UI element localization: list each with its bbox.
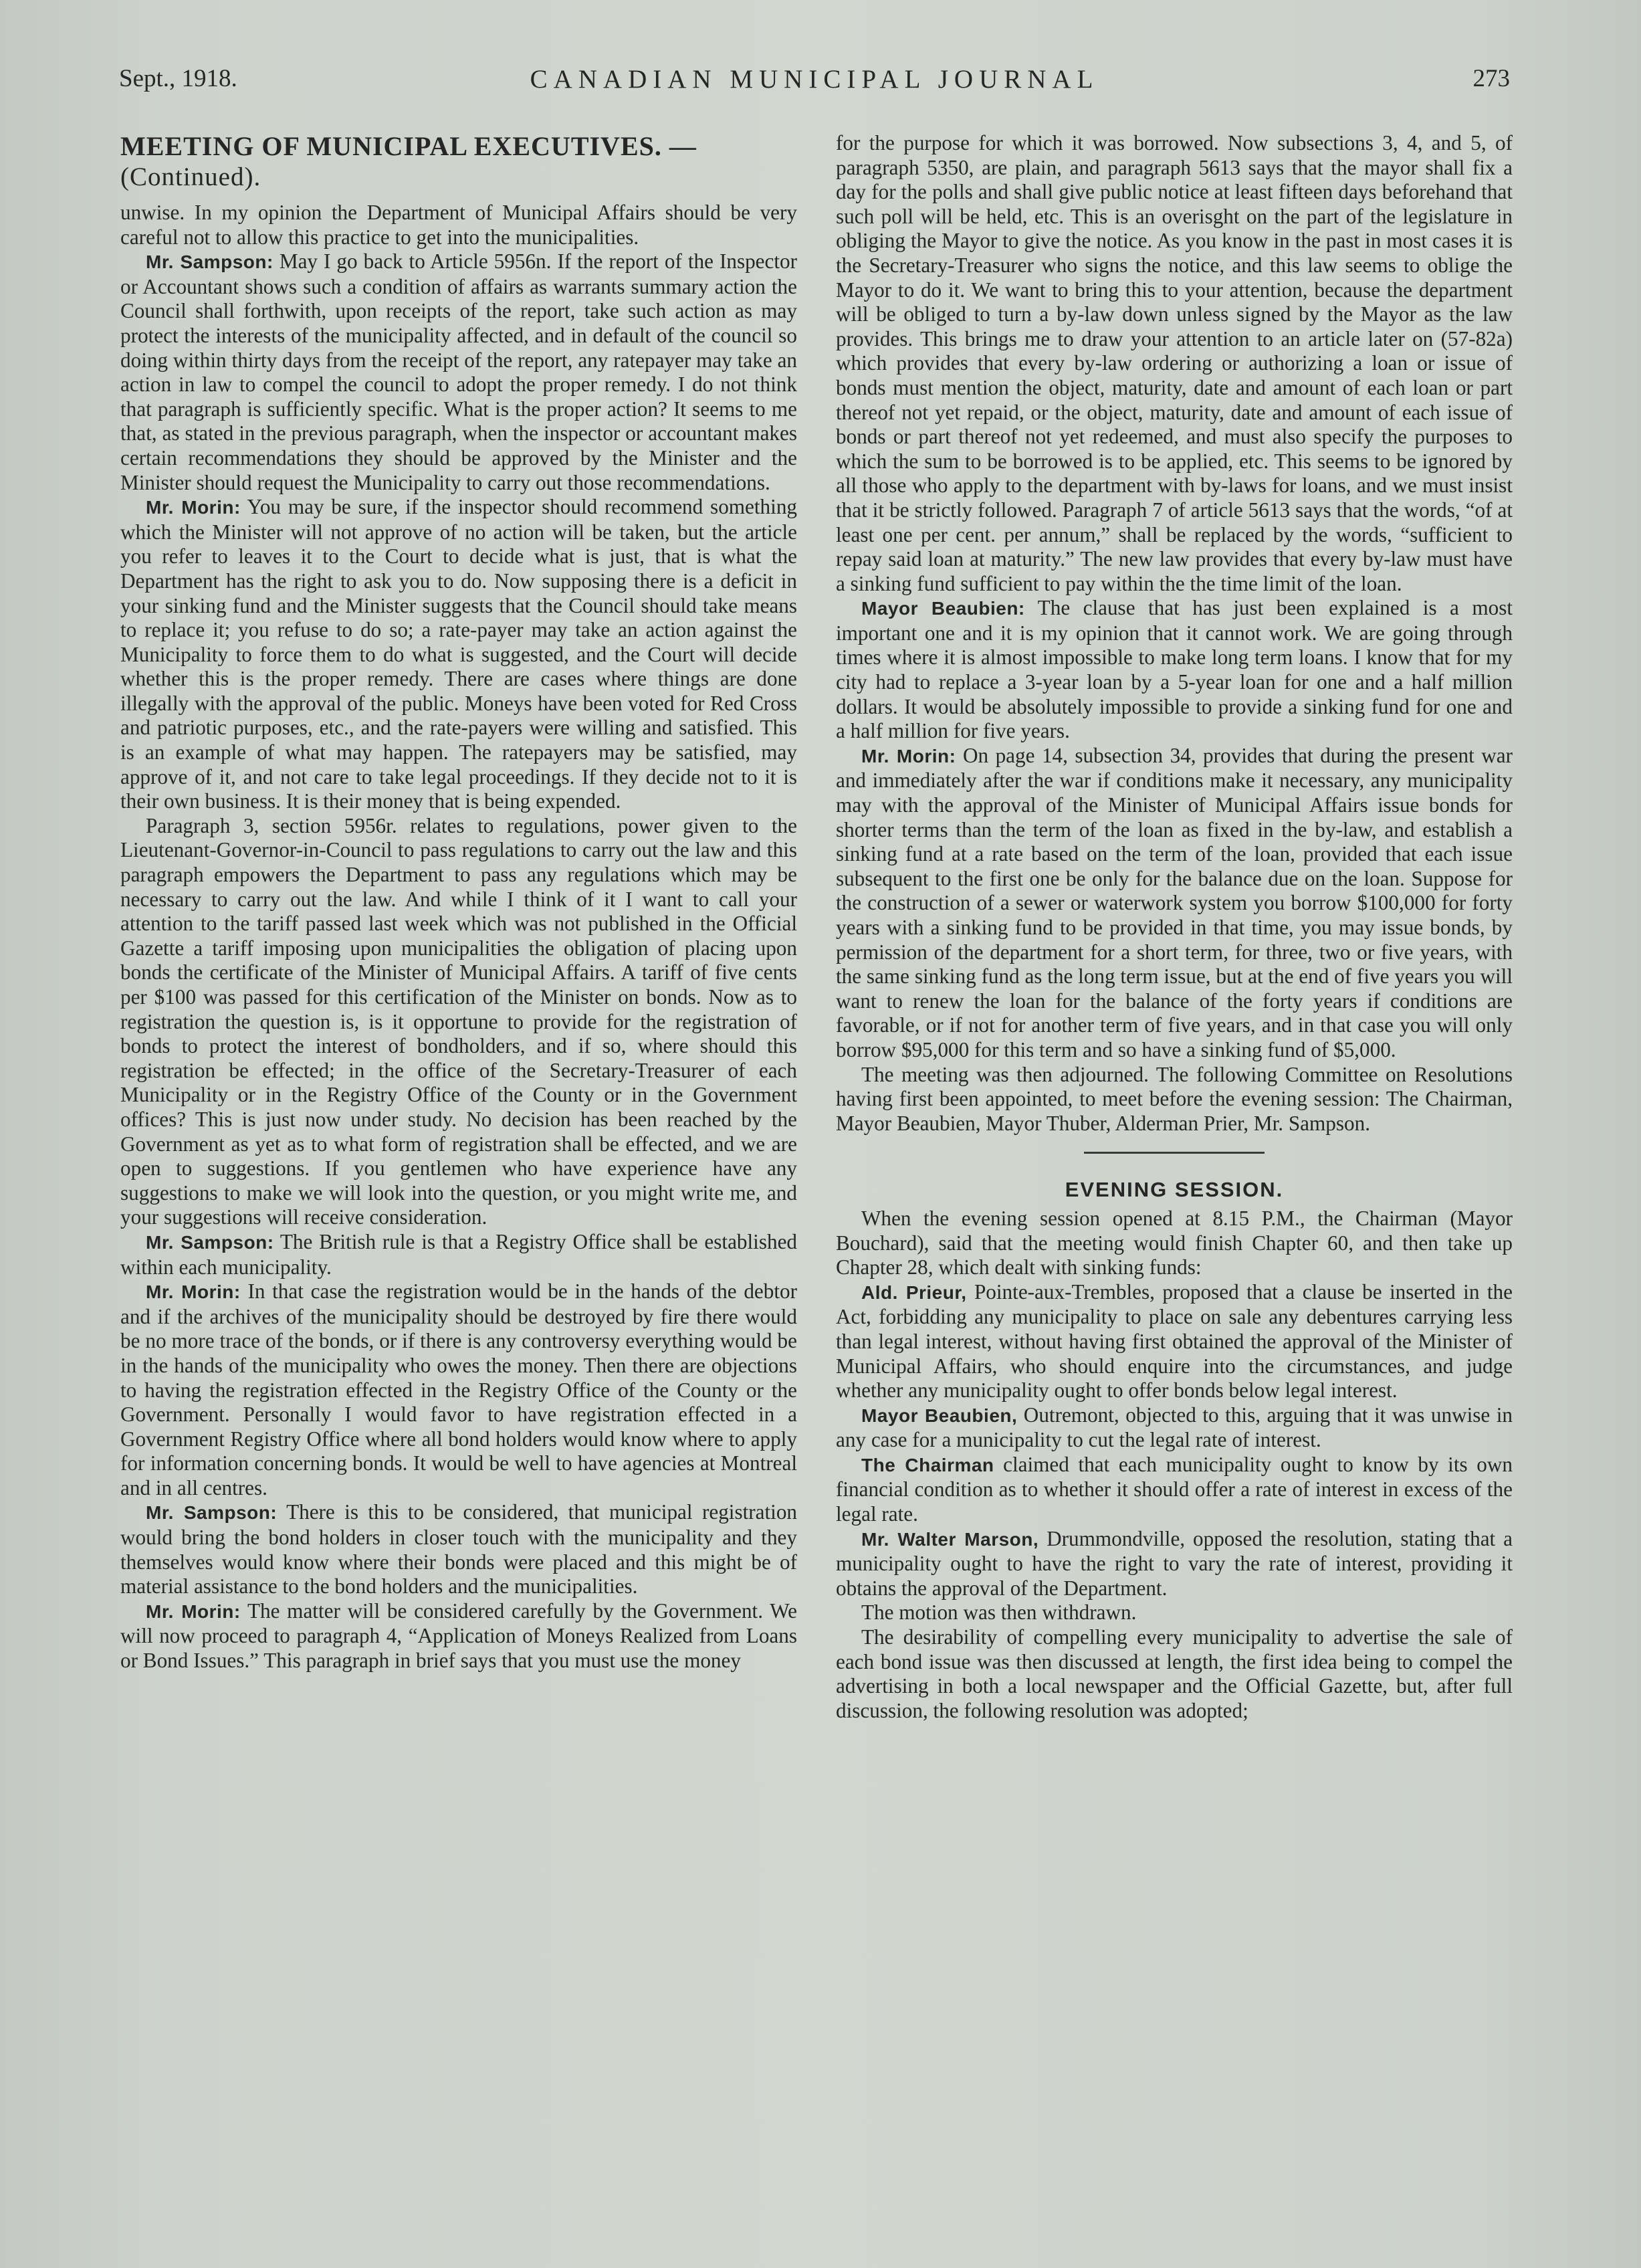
speaker-name: Mr. Morin: [146,1281,241,1303]
paragraph-text: When the evening session opened at 8.15 P.M., the Chairman (Mayor Bouchard), said that the meeting would finish Chapter 60, and then take up Chapter 28, which dealt with sinking funds: [836,1206,1513,1279]
paragraph-text: The motion was then withdrawn. [861,1601,1137,1625]
paragraph-text: Pointe-aux-Trembles, proposed that a clause be inserted in the Act, forbidding any municipality to place on sale any debentures carrying less than legal interest, without having first obtained the approval of the Minister of Municipal Affairs, who should enquire into the circumstances, and judge whether any municipality ought to offer bonds below legal interest. [836,1279,1513,1403]
paragraph [836,596,1513,744]
evening-session-heading: EVENING SESSION. [1065,1178,1284,1202]
paragraph [120,201,797,249]
paragraph-text: The British rule is that a Registry Office shall be established within each municipality. [120,1229,797,1279]
speaker-name: Ald. Prieur, [861,1281,967,1303]
speaker-name: Mayor Beaubien: [861,598,1025,619]
paragraph-text: unwise. In my opinion the Department of Municipal Affairs should be very careful not to allow this practice to get into the municipalities. [120,201,797,249]
paragraph [120,814,797,1230]
paragraph [836,1063,1513,1136]
speaker-name: Mr. Sampson: [146,1502,278,1524]
evening-session-body [836,1207,1513,1723]
issue-date: Sept., 1918. [119,65,237,92]
article-title: MEETING OF MUNICIPAL EXECUTIVES. — [120,131,697,161]
paragraph-text: The meeting was then adjourned. The following Committee on Resolutions having first been appointed, to meet before the evening session: The Chairman, Mayor Beaubien, Mayor Thuber, Alderman Prier, Mr. Sampson. [836,1062,1513,1135]
paragraph-text: claimed that each municipality ought to know by its own financial condition as to whether it should offer a rate of interest in excess of the legal rate. [836,1452,1513,1526]
paragraph-text: May I go back to Article 5956n. If the report of the Inspector or Accountant shows such a condition of affairs as warrants summary action the Council shall forthwith, upon receipts of the report, take such action as may protect the interests of the municipality affected, and in default of the council so doing within thirty days from the receipt of the report, any ratepayer may take an action in law to compel the council to adopt the proper remedy. I do not think that paragraph is sufficiently specific. What is the proper action? It seems to me that, as stated in the previous paragraph, when the inspector or accountant makes certain recommendations they should be approved by the Minister and the Minister should request the Municipality to carry out those recommendations. [120,249,797,494]
journal-title: CANADIAN MUNICIPAL JOURNAL [530,65,1099,94]
running-head [119,64,1510,104]
paragraph-text: You may be sure, if the inspector should recommend something which the Minister will not approve of no action will be taken, but the article you refer to leaves it to the Court to decide what is just, that is what the Department has the right to ask you to do. Now supposing there is a deficit in your sinking fund and the Minister suggests that the Council should take means to replace it; you refuse to do so; a rate-payer may take an action against the Municipality to force them to do what is suggested, and the Court will decide whether this is the proper remedy. There are cases where things are done illegally with the approval of the public. Moneys have been voted for Red Cross and patriotic purposes, etc., and the rate-payers were willing and satisfied. This is an example of what may happen. The ratepayers may be satisfied, may approve of it, and not care to take legal proceedings. If they decide not to it is their own business. It is their money that is being expended. [120,495,797,813]
page-number: 273 [1472,65,1510,92]
speaker-name: Mr. Sampson: [146,1231,274,1253]
paragraph-text: There is this to be considered, that municipal registration would bring the bond holders in closer touch with the municipality and they themselves would know where their bonds were placed and this might be of material assistance to the bond holders and the municipalities. [120,1500,797,1599]
speaker-name: The Chairman [861,1454,994,1475]
paragraph [836,1280,1513,1403]
paragraph [120,1279,797,1500]
paragraph [836,1527,1513,1601]
paragraph-text: The clause that has just been explained is a most important one and it is my opinion that it cannot work. We are going through times where it is almost impossible to make long term loans. I know that for my city had to replace a 3-year loan by a 5-year loan for one and a half million dollars. It would be absolutely impossible to provide a sinking fund for one and a half million for five years. [836,596,1513,743]
paragraph [120,1599,797,1673]
paragraph [836,744,1513,1063]
left-column-body [120,201,797,1673]
section-divider [1084,1152,1265,1154]
paragraph-text: Outremont, objected to this, arguing that it was unwise in any case for a municipality to cut the legal rate of interest. [836,1403,1513,1452]
paragraph [836,1601,1513,1625]
speaker-name: Mayor Beaubien, [861,1405,1018,1426]
paragraph [836,131,1513,596]
paragraph-text: Drummondville, opposed the resolution, stating that a municipality ought to have the right to vary the rate of interest, providing it obtains the approval of the Department. [836,1526,1513,1600]
speaker-name: Mr. Morin: [861,745,956,766]
paragraph-text: The matter will be considered carefully by the Government. We will now proceed to paragraph 4, “Application of Moneys Realized from Loans or Bond Issues.” This paragraph in brief says that you must use the money [120,1599,797,1673]
paragraph [120,1500,797,1599]
paragraph [836,1625,1513,1723]
article-continued: (Continued). [120,163,261,191]
right-column [836,131,1513,2238]
left-column [120,131,797,2238]
paragraph [836,1207,1513,1280]
paragraph-text: Paragraph 3, section 5956r. relates to regulations, power given to the Lieutenant-Governor-in-Council to pass regulations to carry out the law and this paragraph empowers the Department to pass any regulations which may be necessary to carry out the law. And while I think of it I want to call your attention to the tariff passed last week which was not published in the Official Gazette a tariff imposing upon municipalities the obligation of placing upon bonds the certificate of the Minister of Municipal Affairs. A tariff of five cents per $100 was passed for this certification of the Minister on bonds. Now as to registration the question is, is it opportune to provide for the registration of bonds to protect the interest of bondholders, and if so, where should this registration be effected; in the office of the Secretary-Treasurer of each Municipality or in the Registry Office of the County or in the Government offices? This is just now under study. No decision has been reached by the Government as yet as to what form of registration shall be effected, and we are open to suggestions. If you gentlemen who have experience have any suggestions to make we will look into the question, or you might write me, and your suggestions will receive consideration. [120,813,797,1229]
paragraph-text: for the purpose for which it was borrowed. Now subsections 3, 4, and 5, of paragraph 5350, are plain, and paragraph 5613 says that the mayor shall fix a day for the polls and shall give public notice at least fifteen days beforehand that such poll will be held, etc. This is an overisght on the part of the legislature in obliging the Mayor to give the notice. As you know in the past in most cases it is the Secretary-Treasurer who signs the notice, and this law seems to oblige the Mayor to do it. We want to bring this to your attention, because the department will be obliged to turn a by-law down unless signed by the Mayor as the law provides. This brings me to draw your attention to an article later on (57-82a) which provides that every by-law ordering or authorizing a loan or issue of bonds must mention the object, maturity, date and amount of each loan or part thereof not yet repaid, or the object, maturity, date and amount of each issue of bonds or part thereof not yet redeemed, and must also specify the purposes to which the sum to be borrowed is to be applied, etc. This seems to be ignored by all those who apply to the department with by-laws for loans, and we must insist that it be strictly followed. Paragraph 7 of article 5613 says that the words, “of at least one per cent. per annum,” shall be replaced by the words, “sufficient to repay said loan at maturity.” The new law provides that every by-law must have a sinking fund sufficient to pay within the the time limit of the loan. [836,131,1513,595]
paragraph [836,1403,1513,1453]
speaker-name: Mr. Morin: [146,1601,241,1622]
speaker-name: Mr. Walter Marson, [861,1528,1039,1550]
paragraph [120,495,797,814]
speaker-name: Mr. Morin: [146,497,241,518]
paragraph-text: On page 14, subsection 34, provides that during the present war and immediately after the war if conditions make it necessary, any municipality may with the approval of the Minister of Municipal Affairs issue bonds for shorter terms than the term of the loan as fixed in the by-law, and establish a sinking fund at a rate based on the term of the loan, provided that each issue subsequent to the first one be only for the balance due on the loan. Suppose for the construction of a sewer or waterwork system you borrow $100,000 for forty years with a sinking fund to be provided in that time, you may issue bonds, by permission of the department for a short term, for three, two or five years, with the same sinking fund as the long term issue, but at the end of five years you will want to renew the loan for the balance of the forty years if conditions are favorable, or if not for another term of five years, and in that case you will only borrow $95,000 for this term and so have a sinking fund of $5,000. [836,743,1513,1061]
paragraph [120,249,797,495]
paragraph-text: The desirability of compelling every municipality to advertise the sale of each bond issue was then discussed at length, the first idea being to compel the advertising in both a local newspaper and the Official Gazette, but, after full discussion, the following resolution was adopted; [836,1625,1513,1722]
speaker-name: Mr. Sampson: [146,251,274,273]
paragraph [836,1453,1513,1527]
paragraph-text: In that case the registration would be in the hands of the debtor and if the archives of the municipality should be destroyed by fire there would be no more trace of the bonds, or if there is any controversy everything would be in the hands of the municipality who owes the money. Then there are objections to having the registration effected in the Registry Office of the County or the Government. Personally I would favor to have registration effected in a Government Registry Office where all bond holders would know where to apply for information concerning bonds. It would be well to have agencies at Montreal and in all centres. [120,1279,797,1500]
paragraph [120,1230,797,1279]
right-column-body [836,131,1513,1136]
